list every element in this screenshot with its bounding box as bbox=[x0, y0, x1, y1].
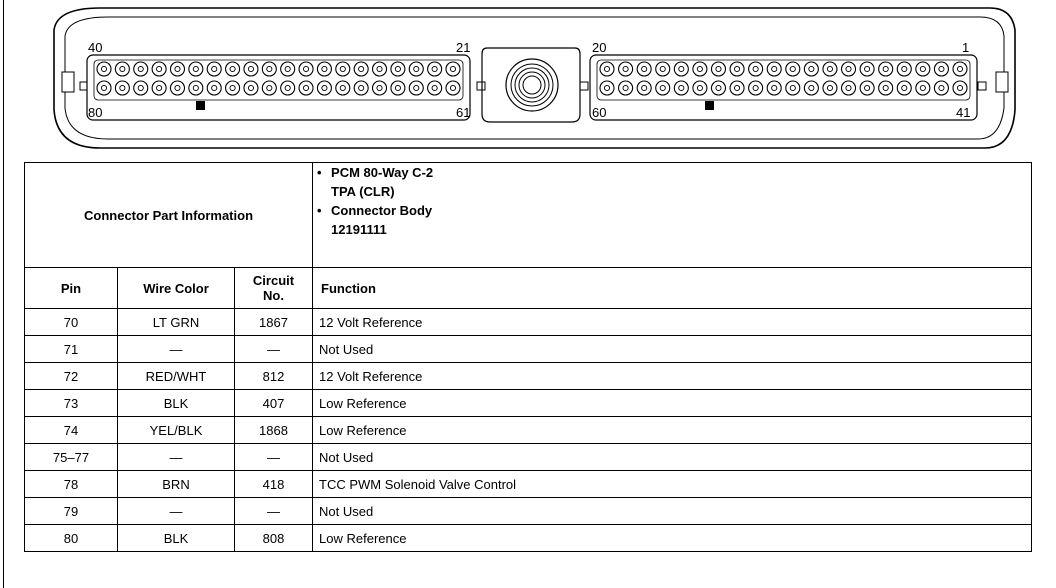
cell-function: Low Reference bbox=[313, 417, 1032, 444]
right-pin-cavity bbox=[953, 81, 967, 95]
left-pin-cavity bbox=[299, 81, 313, 95]
cell-function: Not Used bbox=[313, 444, 1032, 471]
cell-wire-color: RED/WHT bbox=[118, 363, 235, 390]
left-pin-cavity bbox=[428, 62, 442, 76]
cell-wire-color: — bbox=[118, 498, 235, 525]
right-side-tab bbox=[580, 82, 588, 90]
right-pin-cavity bbox=[804, 81, 818, 95]
cell-function: 12 Volt Reference bbox=[313, 363, 1032, 390]
left-pin-cavity bbox=[281, 81, 295, 95]
cell-pin: 80 bbox=[25, 525, 118, 552]
right-pin-cavity bbox=[916, 62, 930, 76]
left-pin-cavity bbox=[244, 62, 258, 76]
right-pin-cavity bbox=[619, 62, 633, 76]
cell-wire-color: — bbox=[118, 336, 235, 363]
right-pin-cavity bbox=[711, 62, 725, 76]
right-pin-cavity bbox=[842, 62, 856, 76]
left-pin-cavity bbox=[317, 81, 331, 95]
right-pin-cavity bbox=[600, 62, 614, 76]
pin-label-80: 80 bbox=[88, 105, 103, 120]
right-pin-cavity bbox=[730, 81, 744, 95]
center-bolt bbox=[482, 48, 580, 122]
cell-function: Not Used bbox=[313, 336, 1032, 363]
pin-label-21: 21 bbox=[456, 40, 471, 55]
cell-function: Low Reference bbox=[313, 390, 1032, 417]
table-header-row bbox=[25, 268, 1032, 309]
left-pin-cavity bbox=[354, 81, 368, 95]
info-line: Connector Body bbox=[331, 203, 433, 218]
right-pin-cavity bbox=[749, 81, 763, 95]
cell-pin: 75–77 bbox=[25, 444, 118, 471]
table-row bbox=[25, 390, 1032, 417]
right-pin-cavity bbox=[693, 62, 707, 76]
left-pin-cavity bbox=[281, 62, 295, 76]
right-pin-cavity bbox=[637, 62, 651, 76]
cell-pin: 78 bbox=[25, 471, 118, 498]
left-pin-cavity bbox=[428, 81, 442, 95]
right-pin-cavity bbox=[786, 62, 800, 76]
connector-part-info: • PCM 80-Way C-2 TPA (CLR) • Connector Body 12191111 bbox=[313, 163, 1032, 268]
left-pin-cavity bbox=[189, 81, 203, 95]
right-pin-cavity bbox=[693, 81, 707, 95]
cell-circuit: 418 bbox=[235, 471, 313, 498]
left-pin-cavity bbox=[97, 81, 111, 95]
table-row bbox=[25, 417, 1032, 444]
table-row bbox=[25, 336, 1032, 363]
left-pin-cavity bbox=[446, 62, 460, 76]
right-pin-cavity bbox=[767, 62, 781, 76]
right-pin-cavity bbox=[842, 81, 856, 95]
cell-wire-color: BRN bbox=[118, 471, 235, 498]
cell-circuit: 1868 bbox=[235, 417, 313, 444]
cell-pin: 71 bbox=[25, 336, 118, 363]
pin-label-40: 40 bbox=[88, 40, 103, 55]
cell-pin: 79 bbox=[25, 498, 118, 525]
left-pin-block bbox=[80, 40, 485, 120]
left-pin-cavity bbox=[299, 62, 313, 76]
left-latch bbox=[62, 72, 74, 92]
left-side-tab bbox=[477, 82, 485, 90]
cell-circuit: 812 bbox=[235, 363, 313, 390]
cell-pin: 74 bbox=[25, 417, 118, 444]
table-row bbox=[25, 309, 1032, 336]
right-pin-cavity bbox=[934, 81, 948, 95]
right-pin-cavity bbox=[953, 62, 967, 76]
right-pin-cavity bbox=[711, 81, 725, 95]
right-pin-cavity bbox=[916, 81, 930, 95]
connector-housing bbox=[54, 8, 1015, 148]
connector-housing-inner bbox=[65, 17, 1004, 139]
cell-function: Low Reference bbox=[313, 525, 1032, 552]
info-line: PCM 80-Way C-2 bbox=[331, 165, 434, 180]
right-pin-cavity bbox=[730, 62, 744, 76]
right-pin-cavity bbox=[823, 62, 837, 76]
left-pin-cavity bbox=[207, 62, 221, 76]
left-pin-cavity bbox=[336, 62, 350, 76]
left-pin-cavity bbox=[354, 62, 368, 76]
right-pin-cavity bbox=[879, 62, 893, 76]
cell-pin: 73 bbox=[25, 390, 118, 417]
left-pin-cavity bbox=[226, 81, 240, 95]
left-pin-cavity bbox=[170, 62, 184, 76]
info-line: TPA (CLR) bbox=[331, 184, 395, 199]
right-pin-cavity bbox=[674, 81, 688, 95]
left-pin-cavity bbox=[336, 81, 350, 95]
col-wire-color: Wire Color bbox=[118, 268, 235, 309]
cell-wire-color: BLK bbox=[118, 390, 235, 417]
col-pin: Pin bbox=[25, 268, 118, 309]
left-pin-cavity bbox=[97, 62, 111, 76]
left-pin-cavity bbox=[373, 62, 387, 76]
cell-pin: 70 bbox=[25, 309, 118, 336]
left-pin-cavity bbox=[152, 62, 166, 76]
cell-function: Not Used bbox=[313, 498, 1032, 525]
cell-circuit: — bbox=[235, 444, 313, 471]
left-pin-cavity bbox=[152, 81, 166, 95]
cell-function: 12 Volt Reference bbox=[313, 309, 1032, 336]
right-pin-cavity bbox=[656, 62, 670, 76]
cell-function: TCC PWM Solenoid Valve Control bbox=[313, 471, 1032, 498]
table-row bbox=[25, 498, 1032, 525]
cell-wire-color: BLK bbox=[118, 525, 235, 552]
left-pin-cavity bbox=[115, 62, 129, 76]
cell-circuit: — bbox=[235, 336, 313, 363]
right-pin-cavity bbox=[656, 81, 670, 95]
pin-label-20: 20 bbox=[592, 40, 607, 55]
right-pin-cavity bbox=[637, 81, 651, 95]
left-pin-cavity bbox=[262, 81, 276, 95]
left-pin-cavity bbox=[262, 62, 276, 76]
left-pin-cavity bbox=[226, 62, 240, 76]
right-pin-cavity bbox=[674, 62, 688, 76]
pin-label-1: 1 bbox=[962, 40, 970, 55]
pin-label-60: 60 bbox=[592, 105, 607, 120]
left-pin-cavity bbox=[391, 81, 405, 95]
left-pin-cavity bbox=[317, 62, 331, 76]
left-pin-cavity bbox=[409, 62, 423, 76]
left-pin-cavity bbox=[134, 62, 148, 76]
cell-circuit: 1867 bbox=[235, 309, 313, 336]
right-pin-cavity bbox=[879, 81, 893, 95]
info-line: 12191111 bbox=[331, 222, 387, 237]
left-pin-cavity bbox=[134, 81, 148, 95]
left-pin-cavity bbox=[170, 81, 184, 95]
cell-circuit: — bbox=[235, 498, 313, 525]
col-circuit: Circuit No. bbox=[235, 268, 313, 309]
left-pin-cavity bbox=[207, 81, 221, 95]
cell-circuit: 808 bbox=[235, 525, 313, 552]
col-function: Function bbox=[313, 268, 1032, 309]
cell-wire-color: YEL/BLK bbox=[118, 417, 235, 444]
pin-label-61: 61 bbox=[456, 105, 471, 120]
right-latch bbox=[996, 72, 1008, 92]
connector-part-info-label: Connector Part Information bbox=[25, 163, 313, 268]
left-pin-cavity bbox=[244, 81, 258, 95]
connector-table bbox=[24, 162, 1032, 552]
right-pin-cavity bbox=[860, 62, 874, 76]
table-row bbox=[25, 471, 1032, 498]
cell-wire-color: LT GRN bbox=[118, 309, 235, 336]
right-pin-cavity bbox=[823, 81, 837, 95]
right-pin-cavity bbox=[619, 81, 633, 95]
pin-label-41: 41 bbox=[956, 105, 971, 120]
right-keying-tab bbox=[705, 101, 714, 110]
left-pin-cavity bbox=[115, 81, 129, 95]
left-pin-cavity bbox=[189, 62, 203, 76]
table-row bbox=[25, 525, 1032, 552]
connector-diagram bbox=[0, 0, 1056, 160]
right-pin-cavity bbox=[897, 62, 911, 76]
right-pin-cavity bbox=[897, 81, 911, 95]
right-pin-cavity bbox=[786, 81, 800, 95]
cell-pin: 72 bbox=[25, 363, 118, 390]
right-pin-cavity bbox=[767, 81, 781, 95]
table-row bbox=[25, 363, 1032, 390]
cell-circuit: 407 bbox=[235, 390, 313, 417]
table-row bbox=[25, 444, 1032, 471]
left-pin-cavity bbox=[446, 81, 460, 95]
left-pin-cavity bbox=[373, 81, 387, 95]
left-keying-tab bbox=[196, 101, 205, 110]
right-pin-cavity bbox=[860, 81, 874, 95]
left-pin-cavity bbox=[391, 62, 405, 76]
cell-wire-color: — bbox=[118, 444, 235, 471]
right-pin-cavity bbox=[934, 62, 948, 76]
left-pin-cavity bbox=[409, 81, 423, 95]
right-pin-cavity bbox=[804, 62, 818, 76]
right-pin-block bbox=[580, 40, 986, 120]
right-pin-cavity bbox=[749, 62, 763, 76]
right-pin-cavity bbox=[600, 81, 614, 95]
